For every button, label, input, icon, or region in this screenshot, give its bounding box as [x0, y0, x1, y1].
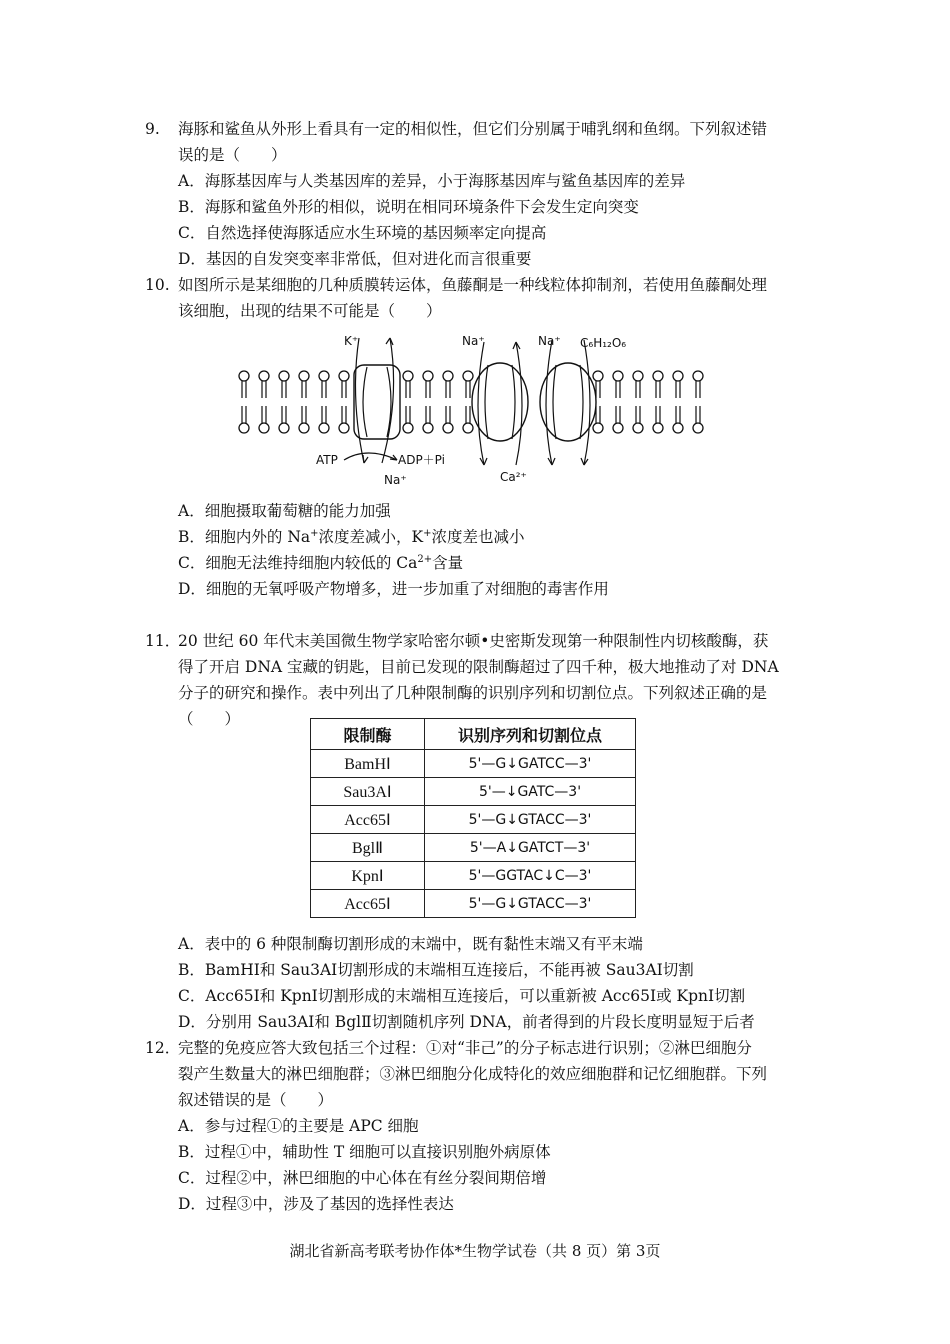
cut-sequence: 5'—G↓GTACC—3'	[425, 806, 636, 834]
question-11-options	[145, 931, 810, 1035]
table-row	[311, 778, 636, 806]
label-na-top-2: Na⁺	[538, 334, 561, 348]
table-row	[311, 834, 636, 862]
lipid-head	[319, 423, 329, 433]
option-text: C．细胞无法维持细胞内较低的 Ca	[178, 554, 418, 572]
na-glucose-symporter	[540, 340, 596, 465]
lipid-head	[633, 423, 643, 433]
membrane-transporter-diagram	[232, 328, 712, 493]
lipid-head	[279, 423, 289, 433]
cut-sequence: 5'—↓GATC—3'	[425, 778, 636, 806]
header-sequence: 识别序列和切割位点	[425, 719, 636, 750]
lipid-head	[653, 423, 663, 433]
option-c	[178, 550, 810, 576]
option-a: A．海豚基因库与人类基因库的差异，小于海豚基因库与鲨鱼基因库的差异	[178, 172, 686, 190]
option-c: C．过程②中，淋巴细胞的中心体在有丝分裂间期倍增	[178, 1169, 547, 1187]
question-10-options	[145, 498, 810, 602]
enzyme-name: Acc65Ⅰ	[311, 890, 425, 918]
option-d: D．过程③中，涉及了基因的选择性表达	[178, 1195, 454, 1213]
phospholipid-bilayer	[239, 371, 703, 433]
cut-sequence: 5'—A↓GATCT—3'	[425, 834, 636, 862]
superscript: 2+	[417, 553, 433, 565]
question-number: 10.	[145, 276, 170, 294]
lipid-head	[403, 371, 413, 381]
question-stem: 20 世纪 60 年代末美国微生物学家哈密尔顿•史密斯发现第一种限制性内切核酸酶，获	[178, 632, 769, 650]
option-text: 浓度差也减小	[431, 528, 525, 546]
lipid-head	[443, 371, 453, 381]
question-stem: 该细胞，出现的结果不可能是（ ）	[178, 302, 442, 320]
option-b: B．海豚和鲨鱼外形的相似，说明在相同环境条件下会发生定向突变	[178, 198, 639, 216]
lipid-head	[299, 371, 309, 381]
table-row	[311, 890, 636, 918]
question-stem: 裂产生数量大的淋巴细胞群；③淋巴细胞分化成特化的效应细胞群和记忆细胞群。下列	[178, 1065, 768, 1083]
lipid-head	[339, 423, 349, 433]
enzyme-name: BamHⅠ	[311, 750, 425, 778]
page-footer: 湖北省新高考联考协作体*生物学试卷（共 8 页）第 3页	[289, 1242, 661, 1260]
lipid-head	[673, 371, 683, 381]
question-stem: 误的是（ ）	[178, 146, 287, 164]
question-number: 12．	[145, 1039, 181, 1057]
lipid-head	[443, 423, 453, 433]
option-a: A．表中的 6 种限制酶切割形成的末端中，既有黏性末端又有平末端	[178, 935, 643, 953]
option-text: B．细胞内外的 Na	[178, 528, 311, 546]
question-9	[145, 116, 810, 272]
option-b: B．BamHⅠ和 Sau3AⅠ切割形成的末端相互连接后，不能再被 Sau3AⅠ切割	[178, 961, 694, 979]
superscript: +	[310, 527, 319, 539]
lipid-head	[593, 423, 603, 433]
label-adp-pi: ADP＋Pi	[398, 453, 445, 467]
option-c: C．自然选择使海豚适应水生环境的基因频率定向提高	[178, 224, 547, 242]
label-k-top: K⁺	[344, 334, 359, 348]
lipid-head	[423, 423, 433, 433]
cut-sequence: 5'—G↓GTACC—3'	[425, 890, 636, 918]
option-c: C．Acc65Ⅰ和 KpnⅠ切割形成的末端相互连接后，可以重新被 Acc65Ⅰ或 KpnⅠ切割	[178, 987, 746, 1005]
option-d: D．基因的自发突变率非常低，但对进化而言很重要	[178, 250, 532, 268]
lipid-head	[593, 371, 603, 381]
lipid-head	[339, 371, 349, 381]
enzyme-name: Acc65Ⅰ	[311, 806, 425, 834]
lipid-head	[259, 371, 269, 381]
atp-pump	[344, 338, 400, 463]
na-ca-exchanger	[472, 342, 528, 465]
option-b: B．过程①中，辅助性 T 细胞可以直接识别胞外病原体	[178, 1143, 551, 1161]
question-stem: 得了开启 DNA 宝藏的钥匙，目前已发现的限制酶超过了四千种，极大地推动了对 DNA	[178, 658, 779, 676]
option-text: 浓度差减小，K	[318, 528, 424, 546]
question-stem: 分子的研究和操作。表中列出了几种限制酶的识别序列和切割位点。下列叙述正确的是	[178, 684, 768, 702]
restriction-enzyme-table	[310, 718, 636, 918]
label-na-bottom: Na⁺	[384, 473, 407, 487]
cut-sequence: 5'—G↓GATCC—3'	[425, 750, 636, 778]
option-a: A．细胞摄取葡萄糖的能力加强	[178, 502, 391, 520]
lipid-head	[259, 423, 269, 433]
lipid-head	[633, 371, 643, 381]
question-10	[145, 272, 810, 324]
lipid-head	[463, 423, 473, 433]
option-text: 含量	[432, 554, 464, 572]
lipid-head	[613, 371, 623, 381]
table-row	[311, 806, 636, 834]
lipid-head	[403, 423, 413, 433]
label-atp: ATP	[316, 453, 338, 467]
enzyme-name: KpnⅠ	[311, 862, 425, 890]
lipid-head	[299, 423, 309, 433]
lipid-head	[673, 423, 683, 433]
option-b	[178, 524, 810, 550]
label-glucose: C₆H₁₂O₆	[580, 336, 627, 350]
option-d: D．分别用 Sau3AⅠ和 BglⅡ切割随机序列 DNA，前者得到的片段长度明显短于后者	[178, 1013, 755, 1031]
question-stem: 如图所示是某细胞的几种质膜转运体，鱼藤酮是一种线粒体抑制剂，若使用鱼藤酮处理	[178, 276, 768, 294]
option-d: D．细胞的无氧呼吸产物增多，进一步加重了对细胞的毒害作用	[178, 580, 609, 598]
question-stem: 完整的免疫应答大致包括三个过程：①对“非己”的分子标志进行识别；②淋巴细胞分	[178, 1039, 752, 1057]
lipid-head	[239, 371, 249, 381]
superscript: +	[423, 527, 432, 539]
table-row	[311, 750, 636, 778]
enzyme-name: BglⅡ	[311, 834, 425, 862]
cut-sequence: 5'—GGTAC↓C—3'	[425, 862, 636, 890]
lipid-head	[279, 371, 289, 381]
option-a: A．参与过程①的主要是 APC 细胞	[178, 1117, 419, 1135]
table-row	[311, 862, 636, 890]
question-12	[145, 1035, 810, 1217]
lipid-head	[423, 371, 433, 381]
table-header-row	[311, 719, 636, 750]
question-number: 11．	[145, 632, 181, 650]
question-11	[145, 628, 810, 732]
lipid-head	[319, 371, 329, 381]
lipid-head	[463, 371, 473, 381]
lipid-head	[693, 423, 703, 433]
question-stem: 海豚和鲨鱼从外形上看具有一定的相似性，但它们分别属于哺乳纲和鱼纲。下列叙述错	[178, 120, 768, 138]
enzyme-name: Sau3AⅠ	[311, 778, 425, 806]
question-number: 9.	[145, 120, 160, 138]
lipid-head	[693, 371, 703, 381]
question-stem: （ ）	[178, 710, 241, 728]
header-enzyme: 限制酶	[311, 719, 425, 750]
lipid-head	[239, 423, 249, 433]
question-stem: 叙述错误的是（ ）	[178, 1091, 334, 1109]
label-ca-bottom: Ca²⁺	[500, 470, 527, 484]
lipid-head	[613, 423, 623, 433]
label-na-top-1: Na⁺	[462, 334, 485, 348]
lipid-head	[653, 371, 663, 381]
